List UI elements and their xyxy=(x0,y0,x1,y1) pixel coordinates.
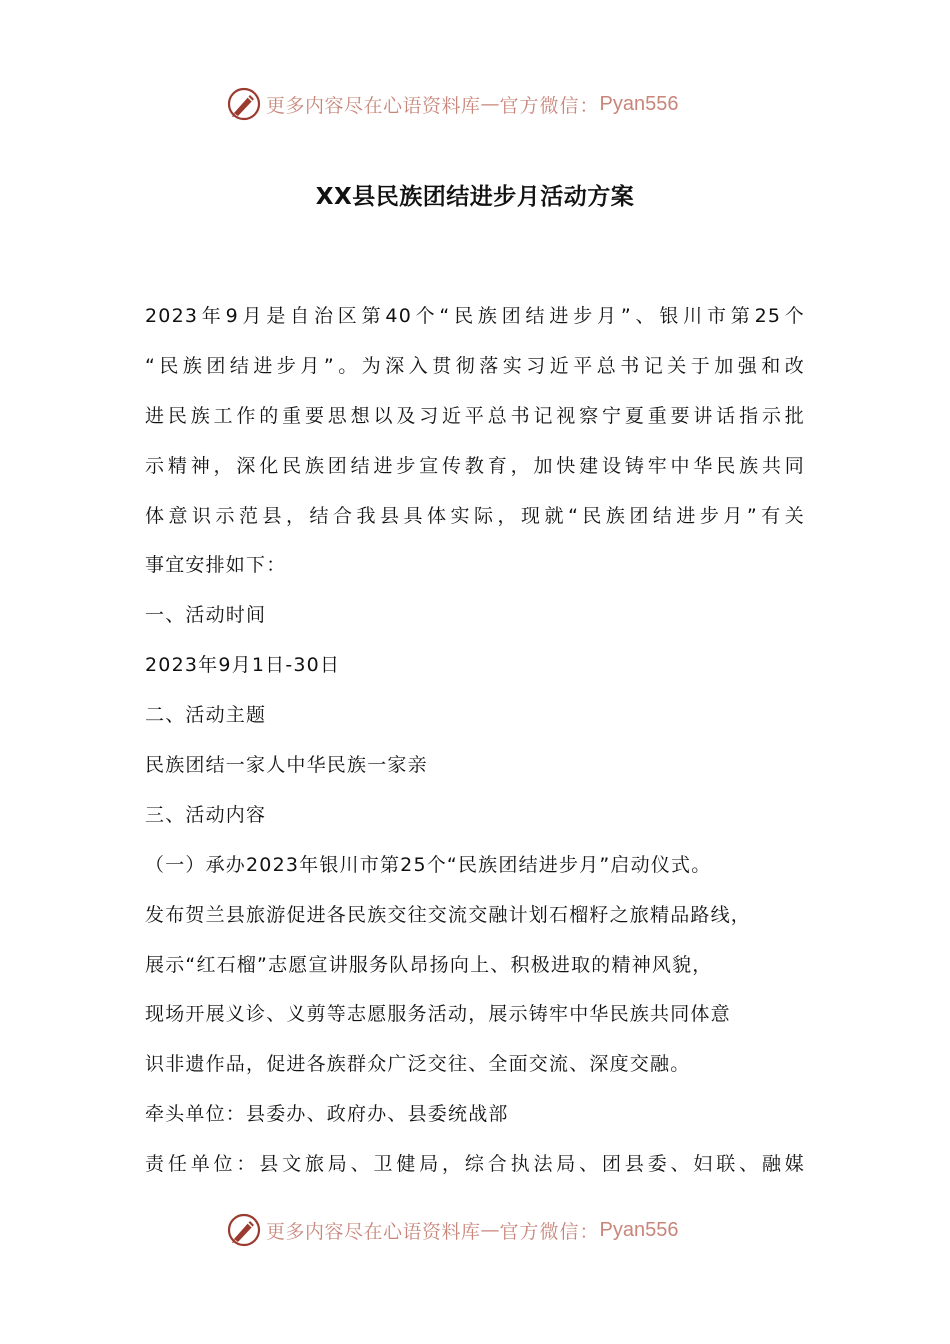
banner-wechat-id: Pyan556 xyxy=(599,1218,679,1241)
body-line: 民族团结一家人中华民族一家亲 xyxy=(145,754,428,777)
body-line: 展示“红石榴”志愿宣讲服务队昂扬向上、积极进取的精神风貌， xyxy=(145,953,713,976)
body-line: 2023年9月1日-30日 xyxy=(145,654,341,677)
banner-separator: — xyxy=(480,93,500,115)
body-line: 进民族工作的重要思想以及习近平总书记视察宁夏重要讲话指示批 xyxy=(145,404,805,427)
banner-wechat-id: Pyan556 xyxy=(599,92,679,115)
lead-unit-line: 牵头单位：县委办、政府办、县委统战部 xyxy=(145,1103,509,1126)
body-line: 事宜安排如下： xyxy=(145,554,287,577)
section-heading-time: 一、活动时间 xyxy=(145,604,267,627)
body-line: 识非遗作品，促进各族群众广泛交往、全面交流、深度交融。 xyxy=(145,1053,691,1076)
banner-main-text: 更多内容尽在心语资料库 xyxy=(266,94,481,117)
banner-wechat-label: 官方微信： xyxy=(499,94,600,117)
pen-logo-icon xyxy=(226,1212,262,1248)
body-line: 发布贺兰县旅游促进各民族交往交流交融计划石榴籽之旅精品路线， xyxy=(145,903,752,926)
body-line: （一）承办2023年银川市第25个“民族团结进步月”启动仪式。 xyxy=(145,853,712,876)
section-heading-theme: 二、活动主题 xyxy=(145,704,267,727)
section-heading-content: 三、活动内容 xyxy=(145,803,267,826)
body-line: 示精神，深化民族团结进步宣传教育，加快建设铸牢中华民族共同 xyxy=(145,454,805,477)
banner-main-text: 更多内容尽在心语资料库 xyxy=(266,1220,481,1243)
banner-separator: — xyxy=(480,1219,500,1241)
pen-logo-icon xyxy=(226,86,262,122)
body-line: 现场开展义诊、义剪等志愿服务活动，展示铸牢中华民族共同体意 xyxy=(145,1003,731,1026)
body-line: “民族团结进步月”。为深入贯彻落实习近平总书记关于加强和改 xyxy=(145,354,805,377)
footer-watermark-banner xyxy=(226,1210,679,1250)
document-title: XX县民族团结进步月活动方案 xyxy=(315,184,635,210)
header-watermark-banner xyxy=(226,84,679,124)
responsible-unit-line: 责任单位：县文旅局、卫健局，综合执法局、团县委、妇联、融媒 xyxy=(145,1153,805,1176)
body-line: 2023年9月是自治区第40个“民族团结进步月”、银川市第25个 xyxy=(145,305,805,327)
banner-wechat-label: 官方微信： xyxy=(499,1220,600,1243)
body-line: 体意识示范县，结合我县具体实际，现就“民族团结进步月”有关 xyxy=(145,504,805,527)
document-body xyxy=(145,292,835,1190)
